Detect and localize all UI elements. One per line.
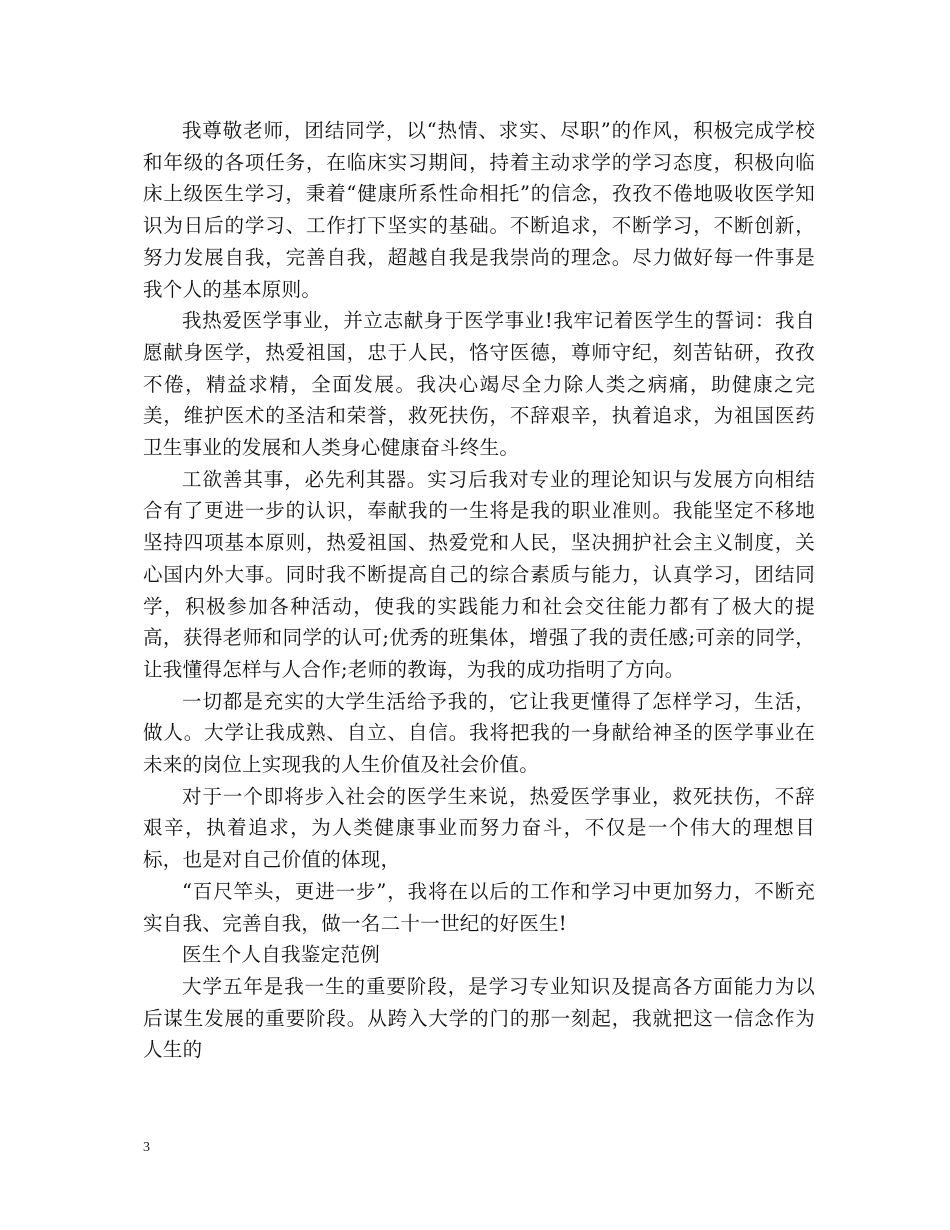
paragraph-4: 一切都是充实的大学生活给予我的，它让我更懂得了怎样学习，生活，做人。大学让我成熟、自立、自信。我将把我的一身献给神圣的医学事业在未来的岗位上实现我的人生价值及社会价值。 [143, 689, 815, 777]
paragraph-2: 我热爱医学事业，并立志献身于医学事业!我牢记着医学生的誓词：我自愿献身医学，热爱祖国，忠于人民，恪守医德，尊师守纪，刻苦钻研，孜孜不倦，精益求精，全面发展。我决心竭尽全力除人类之病痛，助健康之完美，维护医术的圣洁和荣誉，救死扶伤，不辞艰辛，执着追求，为祖国医药卫生事业的发展和人类身心健康奋斗终生。 [143, 309, 815, 460]
section-heading: 医生个人自我鉴定范例 [182, 943, 381, 967]
paragraph-3: 工欲善其事，必先利其器。实习后我对专业的理论知识与发展方向相结合有了更进一步的认识，奉献我的一生将是我的职业准则。我能坚定不移地坚持四项基本原则，热爱祖国、热爱党和人民，坚决拥护社会主义制度，关心国内外大事。同时我不断提高自己的综合素质与能力，认真学习，团结同学，积极参加各种活动，使我的实践能力和社会交往能力都有了极大的提高，获得老师和同学的认可;优秀的班集体，增强了我的责任感;可亲的同学，让我懂得怎样与人合作;老师的教诲，为我的成功指明了方向。 [143, 467, 815, 681]
document-body [143, 115, 815, 1066]
paragraph-5: 对于一个即将步入社会的医学生来说，热爱医学事业，救死扶伤，不辞艰辛，执着追求，为人类健康事业而努力奋斗，不仅是一个伟大的理想目标，也是对自己价值的体现， [143, 784, 815, 872]
paragraph-6: “百尺竿头，更进一步”，我将在以后的工作和学习中更加努力，不断充实自我、完善自我，做一名二十一世纪的好医生! [143, 879, 815, 935]
page-number: 3 [143, 1140, 150, 1155]
paragraph-1: 我尊敬老师，团结同学，以“热情、求实、尽职”的作风，积极完成学校和年级的各项任务，在临床实习期间，持着主动求学的学习态度，积极向临床上级医生学习，秉着“健康所系性命相托”的信念，孜孜不倦地吸收医学知识为日后的学习、工作打下坚实的基础。不断追求，不断学习，不断创新，努力发展自我，完善自我，超越自我是我崇尚的理念。尽力做好每一件事是我个人的基本原则。 [143, 119, 815, 301]
paragraph-7: 大学五年是我一生的重要阶段，是学习专业知识及提高各方面能力为以后谋生发展的重要阶段。从跨入大学的门的那一刻起，我就把这一信念作为人生的 [143, 974, 815, 1062]
